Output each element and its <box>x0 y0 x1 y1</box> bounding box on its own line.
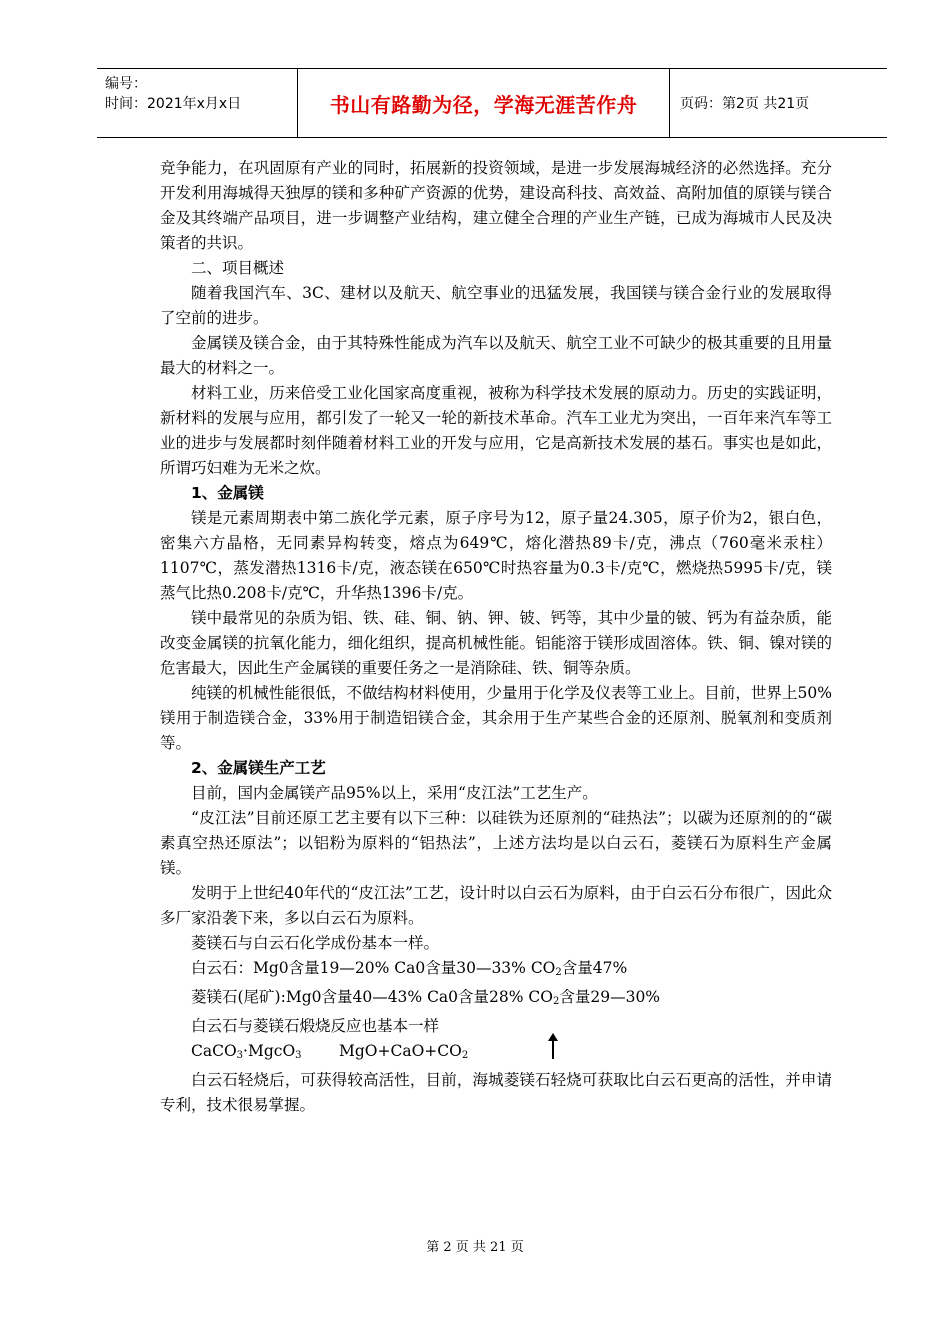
paragraph: “皮江法”目前还原工艺主要有以下三种：以硅铁为还原剂的“硅热法”；以碳为还原剂的的“碳素真空热还原法”；以铝粉为原料的“铝热法”，上述方法均是以白云石，菱镁石为原料生产金属镁。 <box>160 809 832 877</box>
paragraph: 目前，国内金属镁产品95%以上，采用“皮江法”工艺生产。 <box>191 784 598 802</box>
section-heading-overview: 二、项目概述 <box>191 259 285 277</box>
section-heading-metal-magnesium: 1、金属镁 <box>191 484 264 502</box>
header-page-info: 页码：第2页 共21页 <box>680 96 810 112</box>
header-meta-cell <box>97 69 297 137</box>
paragraph: 菱镁石与白云石化学成份基本一样。 <box>191 934 440 952</box>
composition-line-dolomite: 白云石：Mg0含量19—20% Ca0含量30—33% $CO_2$含量47% <box>191 959 628 978</box>
paragraph: 纯镁的机械性能很低，不做结构材料使用，少量用于化学及仪表等工业上。目前，世界上50%镁用于制造镁合金，33%用于制造铝镁合金，其余用于生产某些合金的还原剂、脱氧剂和变质剂等。 <box>160 684 832 752</box>
paragraph: 随着我国汽车、3C、建材以及航天、航空事业的迅猛发展，我国镁与镁合金行业的发展取得了空前的进步。 <box>160 284 832 327</box>
paragraph: 白云石轻烧后，可获得较高活性，目前，海城菱镁石轻烧可获取比白云石更高的活性，并申请专利，技术很易掌握。 <box>160 1071 832 1114</box>
document-header <box>97 68 887 138</box>
document-time-label: 时间：2021年x月x日 <box>105 96 242 112</box>
header-motto: 书山有路勤为径，学海无涯苦作舟 <box>297 69 670 137</box>
paragraph: 竞争能力，在巩固原有产业的同时，拓展新的投资领域，是进一步发展海城经济的必然选择。充分开发利用海城得天独厚的镁和多种矿产资源的优势，建设高科技、高效益、高附加值的原镁与镁合金及其终端产品项目，进一步调整产业结构，建立健全合理的产业生产链，已成为海城市人民及决策者的共识。 <box>160 159 832 252</box>
formula-products: $MgO+CaO+CO_2$ <box>339 1042 469 1061</box>
paragraph: 白云石与菱镁石煅烧反应也基本一样 <box>191 1017 440 1035</box>
paragraph: 材料工业，历来倍受工业化国家高度重视，被称为科学技术发展的原动力。历史的实践证明，新材料的发展与应用，都引发了一轮又一轮的新技术革命。汽车工业尤为突出，一百年来汽车等工业的进步与发展都时刻伴随着材料工业的开发与应用，它是高新技术发展的基石。事实也是如此，所谓巧妇难为无米之炊。 <box>160 384 832 477</box>
document-body <box>160 156 832 1118</box>
paragraph: 金属镁及镁合金，由于其特殊性能成为汽车以及航天、航空工业不可缺少的极其重要的且用量最大的材料之一。 <box>160 334 832 377</box>
document-number-label: 编号： <box>105 76 147 92</box>
page-footer: 第 2 页 共 21 页 <box>426 1240 524 1255</box>
gas-release-arrow-icon <box>552 1037 554 1059</box>
paragraph: 镁中最常见的杂质为铝、铁、硅、铜、钠、钾、铍、钙等，其中少量的铍、钙为有益杂质，能改变金属镁的抗氧化能力，细化组织，提高机械性能。铝能溶于镁形成固溶体。铁、铜、镍对镁的危害最大，因此生产金属镁的重要任务之一是消除硅、铁、铜等杂质。 <box>160 609 832 677</box>
formula-reactants: CaCO$_3$·MgcO$_3$ <box>191 1042 302 1061</box>
composition-line-magnesite: 菱镁石(尾矿):Mg0含量40—43% Ca0含量28% $CO_2$含量29—30% <box>191 988 661 1007</box>
paragraph: 发明于上世纪40年代的“皮江法”工艺，设计时以白云石为原料，由于白云石分布很广，因此众多厂家沿袭下来，多以白云石为原料。 <box>160 884 832 927</box>
paragraph: 镁是元素周期表中第二族化学元素，原子序号为12，原子量24.305，原子价为2，银白色，密集六方晶格，无同素异构转变，熔点为649℃，熔化潜热89卡/克，沸点（760毫米汞柱）1107℃，蒸发潜热1316卡/克，液态镁在650℃时热容量为0.3卡/克℃，燃烧热5995卡/克，镁蒸气比热0.208卡/克℃，升华热1396卡/克。 <box>160 509 832 602</box>
calcination-formula <box>160 1039 832 1068</box>
section-heading-production-process: 2、金属镁生产工艺 <box>191 759 326 777</box>
